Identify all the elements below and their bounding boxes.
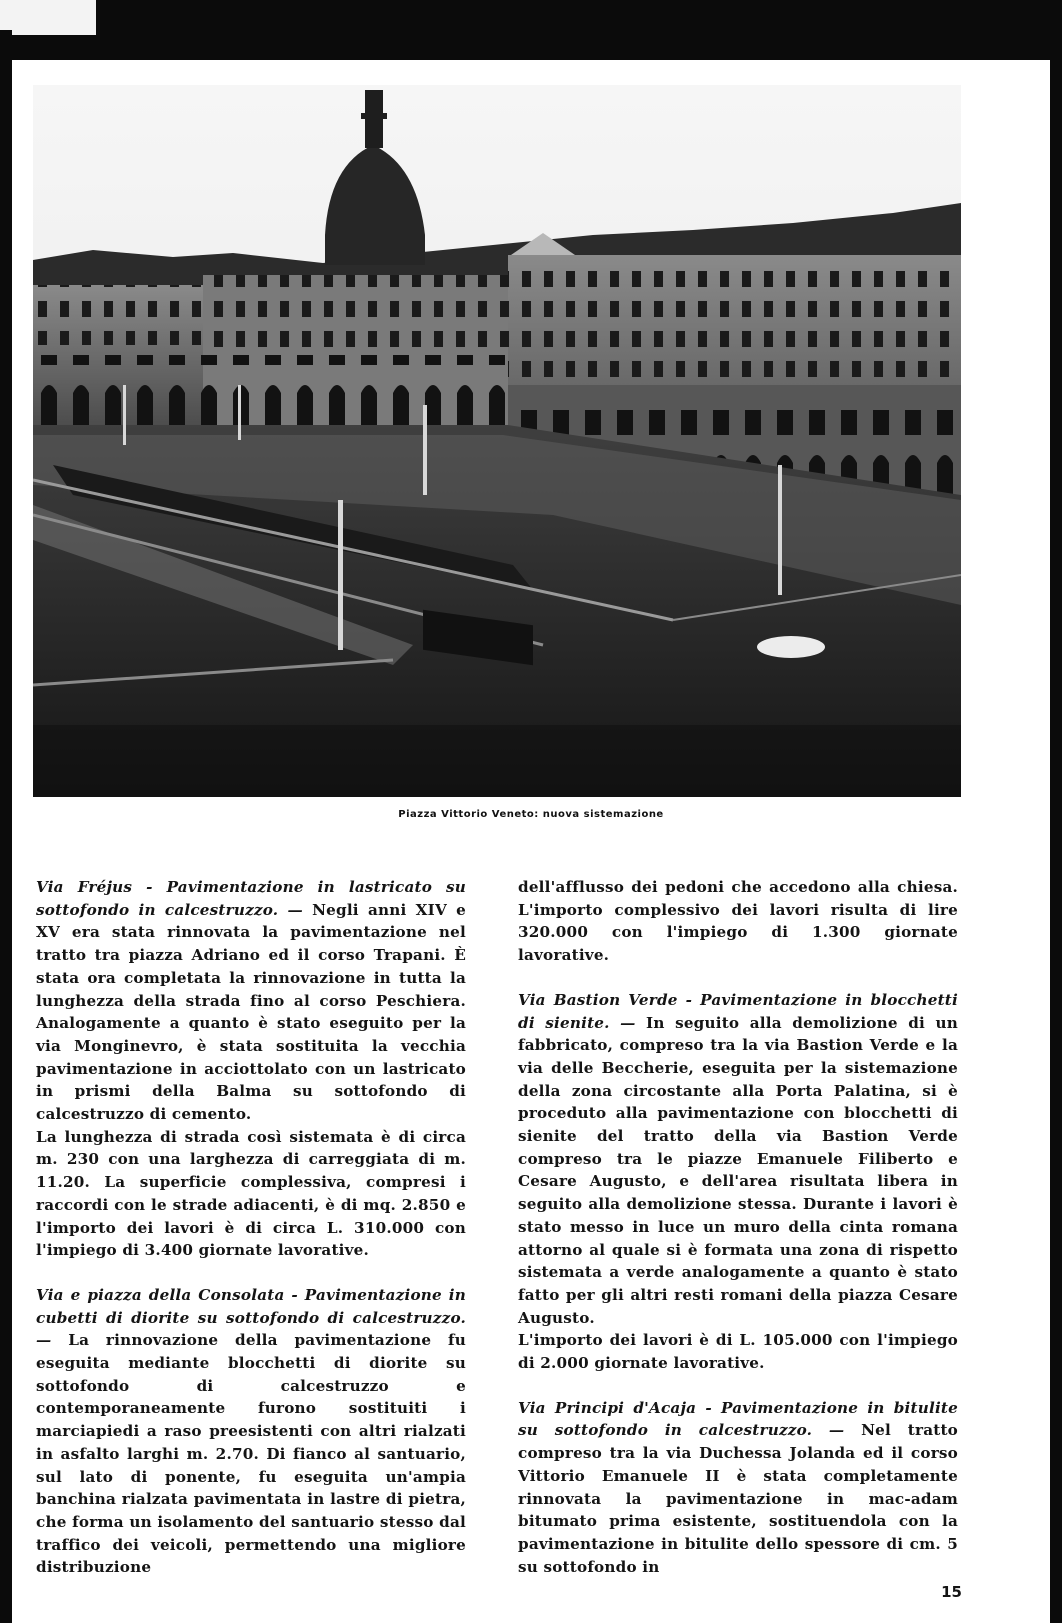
left-black-border [0, 30, 12, 1623]
article-via-frejus-costs: La lunghezza di strada così sistemata è di circa m. 230 con una larghezza di carreggiata di m. 11.20. La superficie complessiva, compresi i raccordi con le strade adiacenti, è di mq. 2.850 e l'importo dei lavori è di circa L. 310.000 con l'impiego di 3.400 giornate lavorative. [36, 1127, 466, 1260]
page-number: 15 [941, 1583, 962, 1601]
article-bastion-verde [518, 989, 958, 1330]
left-column [36, 876, 466, 1579]
article-bastion-verde-costs: L'importo dei lavori è di L. 105.000 con l'impiego di 2.000 giornate lavorative. [518, 1331, 958, 1373]
article-title: Via Bastion Verde - Pavimentazione in blocchetti di sienite. — [518, 990, 958, 1032]
piazza-photo [33, 85, 961, 797]
photo-caption: Piazza Vittorio Veneto: nuova sistemazione [398, 809, 664, 820]
right-column [518, 876, 958, 1600]
article-body: Nel tratto compreso tra la via Duchessa Jolanda ed il corso Vittorio Emanuele II è stata completamente rinnovata la pavimentazione in mac-adam bitumato prima esistente, sostituendola con la pavimentazione in bitulite dello spessore di cm. 5 su sottofondo in [518, 1421, 958, 1576]
article-title: Via Fréjus - Pavimentazione in lastricato su sottofondo in calcestruzzo. — [36, 878, 466, 919]
article-via-frejus [36, 876, 466, 1126]
article-principi-acaja [518, 1397, 958, 1579]
top-left-paper-tab [0, 0, 96, 35]
top-black-border [0, 0, 1062, 60]
article-title: Via Principi d'Acaja - Pavimentazione in bitulite su sottofondo in calcestruzzo. — [518, 1398, 958, 1440]
article-body: La rinnovazione della pavimentazione fu eseguita mediante blocchetti di diorite su sottofondo di calcestruzzo e contemporaneamente furono sostituiti i marciapiedi a raso preesistenti con altri rialzati in asfalto larghi m. 2.70. Di fianco al santuario, sul lato di ponente, fu eseguita un'ampia banchina rialzata pavimentata in lastre di pietra, che forma un isolamento del santuario stesso dal traffico dei veicoli, permettendo una migliore distribuzione [36, 1331, 466, 1577]
article-consolata-continuation: dell'afflusso dei pedoni che accedono alla chiesa. L'importo complessivo dei lavori risulta di lire 320.000 con l'impiego di 1.300 giornate lavorative. [518, 878, 958, 965]
article-title: Via e piazza della Consolata - Pavimentazione in cubetti di diorite su sottofondo di calcestruzzo. — [36, 1285, 466, 1350]
article-body: Negli anni XIV e XV era stata rinnovata la pavimentazione nel tratto tra piazza Adriano ed il corso Trapani. È stata ora completata la rinnovazione in tutta la lunghezza della strada fino al corso Peschiera. Analogamente a quanto è stato eseguito per la via Monginevro, è stata sostituita la vecchia pavimentazione in acciottolato con un lastricato in prismi della Balma su sottofondo di calcestruzzo di cemento. [36, 900, 467, 1124]
article-consolata [36, 1284, 466, 1579]
article-body: In seguito alla demolizione di un fabbricato, compreso tra la via Bastion Verde e la via delle Beccherie, eseguita per la sistemazione della zona circostante alla Porta Palatina, si è proceduto alla pavimentazione con blocchetti di sienite del tratto della via Bastion Verde compreso tra le piazze Emanuele Filiberto e Cesare Augusto, e dell'area risultata libera in seguito alla demolizione stessa. Durante i lavori è stato messo in luce un muro della cinta romana attorno al quale si è formata una zona di rispetto sistemata a verde analogamente a quanto è stato fatto per gli altri resti romani della piazza Cesare Augusto. [518, 1013, 958, 1327]
right-black-border [1050, 30, 1062, 1623]
